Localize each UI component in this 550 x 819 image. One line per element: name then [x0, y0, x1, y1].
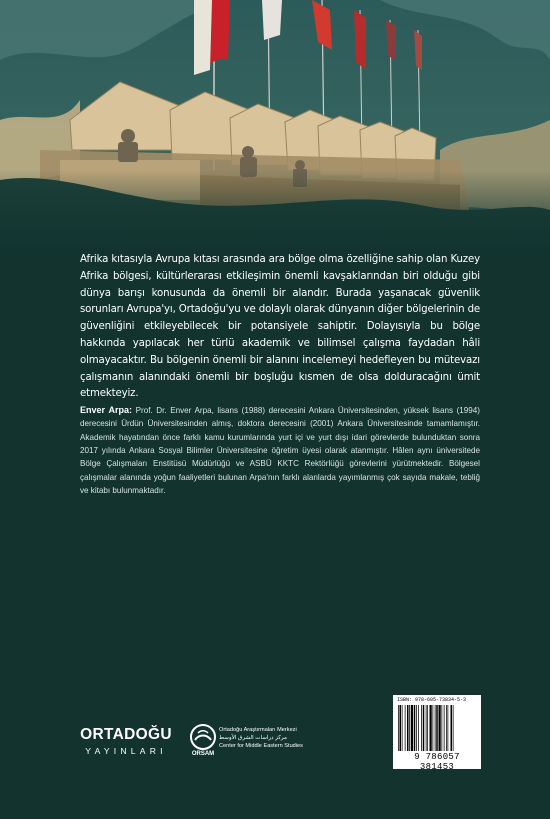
author-name: Enver Arpa:	[80, 405, 133, 415]
isbn-barcode	[393, 695, 481, 772]
publisher-logo	[78, 726, 174, 756]
author-bio-text: Prof. Dr. Enver Arpa, lisans (1988) derecesini Ankara Üniversitesinden, yüksek lisans (1994) derecesini Ürdün Üniversitesinden almış, doktora derecesini (2001) Ankara Üniversitesinde tamamlamıştır. Akademik hayatından önce farklı kamu kurumlarında yurt içi ve yurt dışı idari görevlerde bulunduktan sonra 2017 yılında Ankara Sosyal Bilimler Üniversitesine öğretim üyesi olarak atanmıştır. Hâlen aynı üniversitede Bölge Çalışmaları Enstitüsü Müdürlüğü ve ASBÜ KKTC Rektörlüğü görevlerini yürütmektedir. Bölgesel çalışmalar alanında yoğun faaliyetleri bulunan Arpa'nın farklı alanlarda yayımlanmış çok sayıda makale, tebliğ ve kitabı bulunmaktadır.	[80, 406, 480, 496]
orsam-logo	[190, 724, 320, 764]
barcode-icon	[397, 705, 477, 751]
blurb-text: Afrika kıtasıyla Avrupa kıtası arasında ara bölge olma özelliğine sahip olan Kuzey Afrika bölgesi, kültürlerarası etkileşimin önemli kavşaklarından biri olduğu gibi dünya barışı konusunda da önemli bir alandır. Burada yaşanacak güvenlik sorunları Avrupa'yı, Ortadoğu'yu ve dolaylı olarak dünyanın diğer bölgelerinin de güvenliğini etkileyebilecek bir potansiyele sahiptir. Dolayısıyla bu bölge hakkında yapılacak her türlü akademik ve bilimsel çalışma faydadan hâli olmayacaktır. Bu bölgenin önemli bir alanını incelemeyi hedefleyen bu mütevazı çalışmanın alanındaki önemli bir boşluğu kısmen de olsa dolduracağını ümit etmekteyiz.	[80, 254, 480, 400]
publisher-name: ORTADOĞU	[80, 726, 172, 743]
back-cover-blurb	[80, 252, 480, 403]
orsam-line-english: Center for Middle Eastern Studies	[219, 743, 303, 750]
orsam-line-arabic: مركز دراسات الشرق الأوسط	[219, 735, 288, 742]
barcode-digits: 9 786057 381453	[414, 752, 460, 772]
orsam-line-turkish: Ortadoğu Araştırmaları Merkezi	[219, 727, 297, 733]
isbn-number: ISBN: 978-605-73834-5-3	[397, 697, 467, 703]
author-bio	[80, 404, 480, 497]
orsam-text	[219, 726, 303, 751]
military-camp-photo	[0, 0, 550, 250]
publisher-subtitle: YAYINLARI	[85, 746, 167, 756]
cover-photo	[0, 0, 550, 250]
orsam-emblem-icon	[190, 724, 216, 750]
author-bio-paragraph	[80, 404, 480, 497]
orsam-mark-label: ORSAM	[191, 751, 215, 757]
